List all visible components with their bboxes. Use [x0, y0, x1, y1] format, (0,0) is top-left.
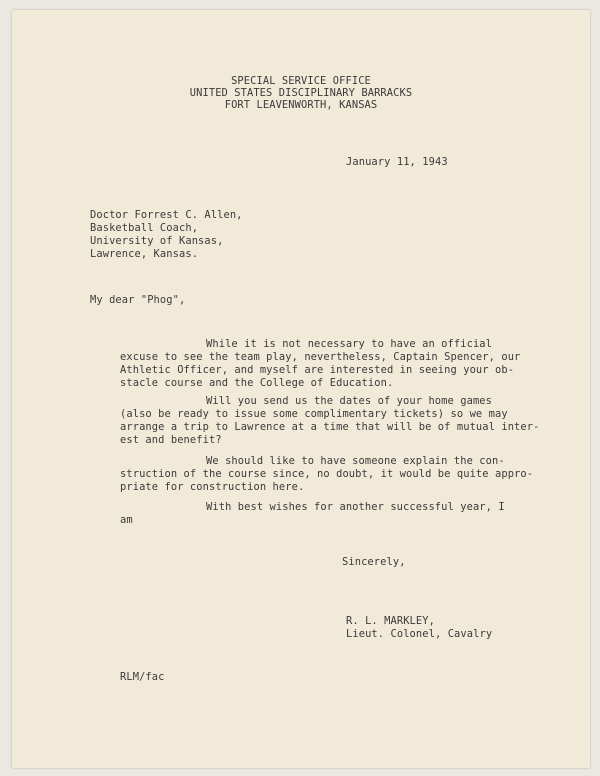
recipient-city: Lawrence, Kansas.	[90, 248, 199, 260]
recipient-name: Doctor Forrest C. Allen,	[90, 209, 243, 221]
body-line: stacle course and the College of Education.	[120, 377, 394, 389]
body-line: While it is not necessary to have an official	[206, 338, 493, 350]
closing: Sincerely,	[342, 556, 406, 568]
body-line: With best wishes for another successful year, I	[206, 501, 505, 513]
body-line: (also be ready to issue some complimentary tickets) so we may	[120, 408, 508, 420]
reference-initials: RLM/fac	[120, 671, 165, 683]
signature-title: Lieut. Colonel, Cavalry	[346, 628, 493, 640]
letter-page	[12, 10, 590, 768]
body-line: struction of the course since, no doubt, it would be quite appro-	[120, 468, 534, 480]
letterhead-office: SPECIAL SERVICE OFFICE	[231, 75, 371, 87]
body-line: priate for construction here.	[120, 481, 305, 493]
letter-date: January 11, 1943	[346, 156, 448, 168]
recipient-title: Basketball Coach,	[90, 222, 199, 234]
body-line: excuse to see the team play, nevertheless, Captain Spencer, our	[120, 351, 521, 363]
body-line: Will you send us the dates of your home games	[206, 395, 493, 407]
recipient-institution: University of Kansas,	[90, 235, 224, 247]
letterhead-barracks: UNITED STATES DISCIPLINARY BARRACKS	[189, 87, 413, 99]
body-line: am	[120, 514, 133, 526]
body-line: Athletic Officer, and myself are interested in seeing your ob-	[120, 364, 515, 376]
body-line: arrange a trip to Lawrence at a time that will be of mutual inter-	[120, 421, 540, 433]
salutation: My dear "Phog",	[90, 294, 186, 306]
body-line: We should like to have someone explain the con-	[206, 455, 505, 467]
letterhead-location: FORT LEAVENWORTH, KANSAS	[224, 99, 378, 111]
body-line: est and benefit?	[120, 434, 222, 446]
signature-name: R. L. MARKLEY,	[346, 615, 435, 627]
